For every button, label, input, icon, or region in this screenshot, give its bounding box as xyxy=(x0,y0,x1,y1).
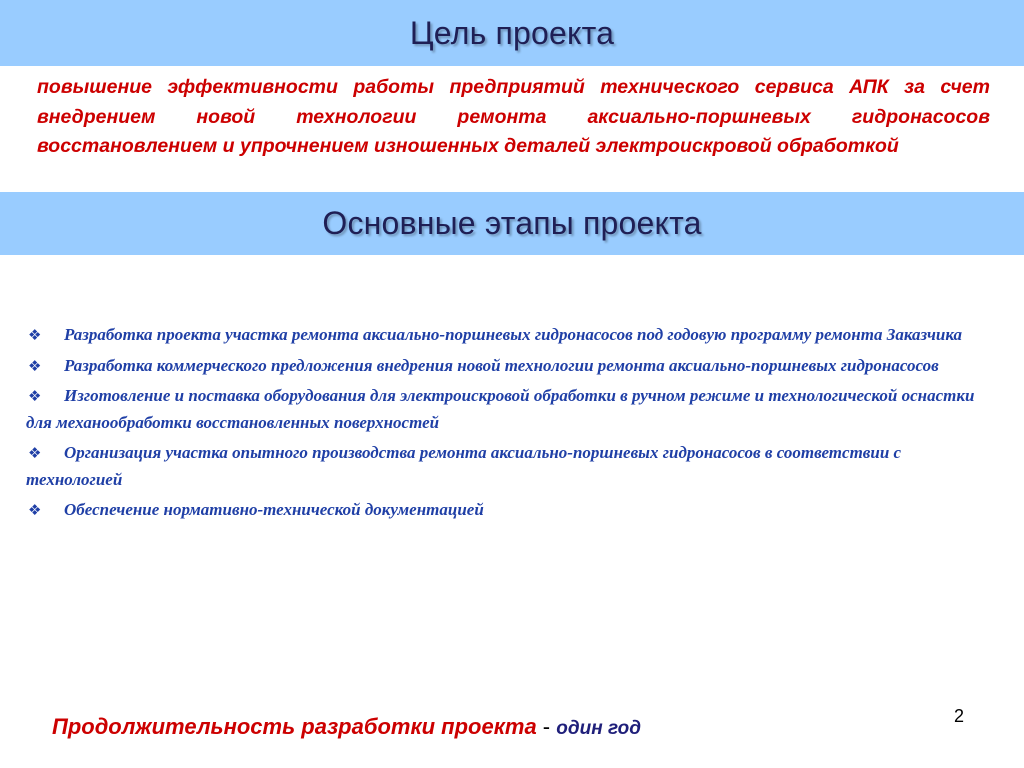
diamond-bullet-icon: ❖ xyxy=(28,387,42,405)
project-duration xyxy=(52,714,641,740)
diamond-bullet-icon: ❖ xyxy=(28,356,42,375)
stage-item-5 xyxy=(26,497,996,524)
stage-item-1 xyxy=(26,322,996,349)
goal-title-banner xyxy=(0,0,1024,66)
stages-title-banner xyxy=(0,192,1024,255)
stage-item-text: Изготовление и поставка оборудования для электроискровой обработки в ручном режиме и технологической оснастки для механообработки восстановленных поверхностей xyxy=(26,386,975,432)
stage-item-text: Разработка проекта участка ремонта аксиально-поршневых гидронасосов под годовую программу ремонта Заказчика xyxy=(64,325,963,344)
duration-label: Продолжительность разработки проекта xyxy=(52,714,537,739)
page-number: 2 xyxy=(953,706,964,726)
stage-item-text: Разработка коммерческого предложения внедрения новой технологии ремонта аксиально-поршневых гидронасосов xyxy=(64,355,939,375)
stages-title: Основные этапы проекта xyxy=(322,205,702,241)
stage-item-2 xyxy=(26,353,996,380)
stage-item-text: Обеспечение нормативно-технической документацией xyxy=(64,500,484,519)
stage-item-text: Организация участка опытного производства ремонта аксиально-поршневых гидронасосов в соответствии с технологией xyxy=(26,443,902,489)
diamond-bullet-icon: ❖ xyxy=(28,326,42,344)
stages-list xyxy=(26,322,996,528)
goal-description: повышение эффективности работы предприятий технического сервиса АПК за счет внедрением новой технологии ремонта аксиально-поршневых гидронасосов восстановлением и упрочнением изношенных деталей электроискровой обработкой xyxy=(37,76,990,157)
stage-item-4 xyxy=(26,440,996,493)
duration-separator: - xyxy=(536,714,557,739)
diamond-bullet-icon: ❖ xyxy=(28,444,42,462)
goal-title: Цель проекта xyxy=(409,14,615,51)
duration-value: один год xyxy=(556,718,641,739)
diamond-bullet-icon: ❖ xyxy=(28,501,42,519)
stage-item-3 xyxy=(26,383,996,436)
